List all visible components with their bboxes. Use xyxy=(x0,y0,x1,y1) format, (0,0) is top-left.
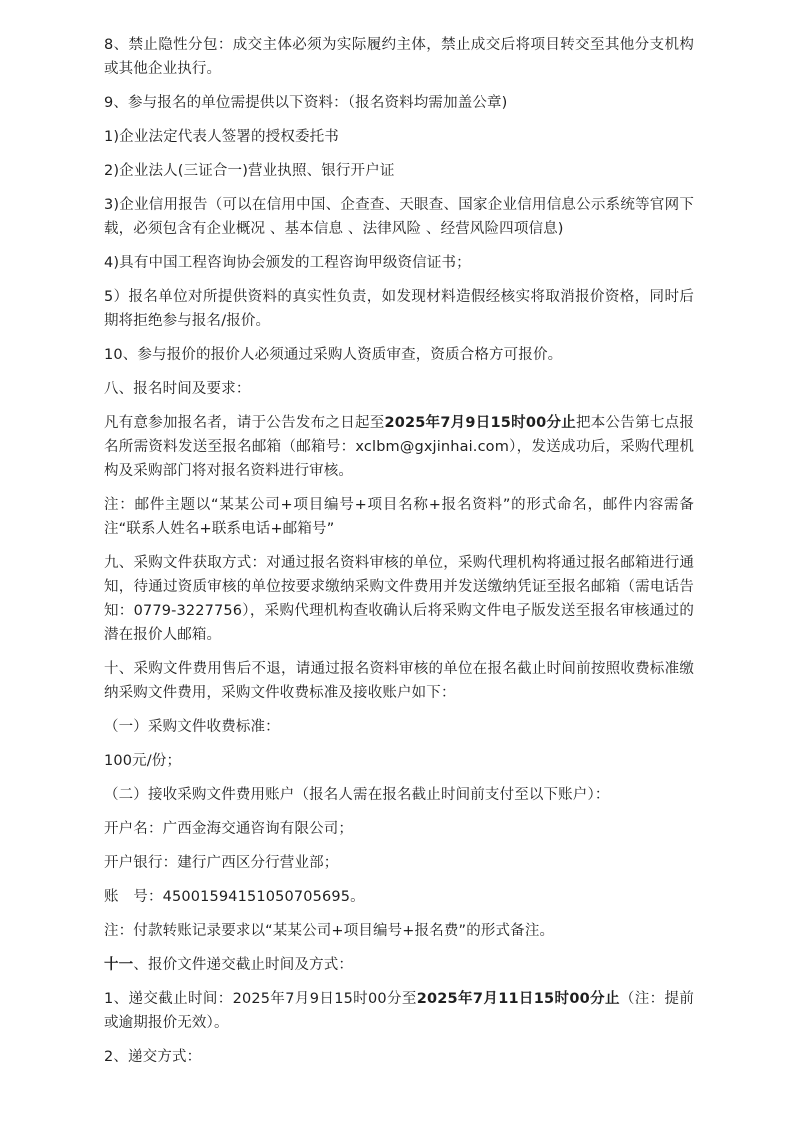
paragraph xyxy=(104,159,694,183)
paragraph xyxy=(104,885,694,909)
bold-text: 十一 xyxy=(104,957,134,973)
paragraph xyxy=(104,1045,694,1069)
text-run: 开户银行：建行广西区分行营业部； xyxy=(104,855,339,871)
paragraph xyxy=(104,193,694,241)
text-run: 8、禁止隐性分包：成交主体必须为实际履约主体，禁止成交后将项目转交至其他分支机构或其他企业执行。 xyxy=(104,37,694,77)
text-run: 100元/份； xyxy=(104,753,182,769)
paragraph xyxy=(104,493,694,541)
text-run: 注：付款转账记录要求以“某某公司+项目编号+报名费”的形式备注。 xyxy=(104,923,555,939)
paragraph xyxy=(104,783,694,807)
paragraph xyxy=(104,251,694,275)
paragraph xyxy=(104,33,694,81)
paragraph xyxy=(104,749,694,773)
text-run: 9、参与报名的单位需提供以下资料：（报名资料均需加盖公章) xyxy=(104,95,508,111)
paragraph xyxy=(104,657,694,705)
paragraph xyxy=(104,343,694,367)
paragraph xyxy=(104,551,694,647)
bold-text: 2025年7月9日15时00分止 xyxy=(384,415,577,431)
text-run: 、报价文件递交截止时间及方式： xyxy=(133,957,354,973)
text-run: 10、参与报价的报价人必须通过采购人资质审查，资质合格方可报价。 xyxy=(104,347,563,363)
text-run: （二）接收采购文件费用账户（报名人需在报名截止时间前支付至以下账户）： xyxy=(104,787,610,803)
paragraph xyxy=(104,987,694,1035)
text-run: 开户名：广西金海交通咨询有限公司； xyxy=(104,821,354,837)
paragraph xyxy=(104,377,694,401)
paragraph xyxy=(104,285,694,333)
text-run: 1、递交截止时间：2025年7月9日15时00分至 xyxy=(104,991,417,1007)
text-run: 账 号：45001594151050705695。 xyxy=(104,889,365,905)
document-body xyxy=(104,33,694,1079)
text-run: 2)企业法人(三证合一)营业执照、银行开户证 xyxy=(104,163,395,179)
paragraph xyxy=(104,715,694,739)
text-run: 1)企业法定代表人签署的授权委托书 xyxy=(104,129,339,145)
bold-text: 2025年7月11日15时00分止 xyxy=(416,991,620,1007)
paragraph xyxy=(104,125,694,149)
text-run: 九、采购文件获取方式：对通过报名资料审核的单位，采购代理机构将通过报名邮箱进行通知，待通过资质审核的单位按要求缴纳采购文件费用并发送缴纳凭证至报名邮箱（需电话告知：0779-3227756），采购代理机构查收确认后将采购文件电子版发送至报名审核通过的潜在报价人邮箱。 xyxy=(104,555,694,643)
paragraph xyxy=(104,851,694,875)
text-run: 5）报名单位对所提供资料的真实性负责，如发现材料造假经核实将取消报价资格，同时后期将拒绝参与报名/报价。 xyxy=(104,289,694,329)
text-run: 2、递交方式： xyxy=(104,1049,202,1065)
paragraph xyxy=(104,411,694,483)
text-run: 4)具有中国工程咨询协会颁发的工程咨询甲级资信证书； xyxy=(104,255,471,271)
paragraph xyxy=(104,953,694,977)
paragraph xyxy=(104,919,694,943)
text-run: 把本公告第七点报名所需资料发送至报名邮箱（邮箱号：xclbm@gxjinhai.com），发送成功后，采购代理机构及采购部门将对报名资料进行审核。 xyxy=(104,415,694,479)
text-run: 八、报名时间及要求： xyxy=(104,381,251,397)
text-run: （注：提前或逾期报价无效）。 xyxy=(104,991,695,1031)
paragraph xyxy=(104,817,694,841)
text-run: 十、采购文件费用售后不退，请通过报名资料审核的单位在报名截止时间前按照收费标准缴纳采购文件费用，采购文件收费标准及接收账户如下： xyxy=(104,661,694,701)
paragraph xyxy=(104,91,694,115)
text-run: 凡有意参加报名者，请于公告发布之日起至 xyxy=(104,415,385,431)
text-run: 注：邮件主题以“某某公司+项目编号+项目名称+报名资料”的形式命名，邮件内容需备注“联系人姓名+联系电话+邮箱号” xyxy=(104,497,694,537)
text-run: 3)企业信用报告（可以在信用中国、企查查、天眼查、国家企业信用信息公示系统等官网下载，必须包含有企业概况 、基本信息 、法律风险 、经营风险四项信息) xyxy=(104,197,694,237)
text-run: （一）采购文件收费标准： xyxy=(104,719,280,735)
